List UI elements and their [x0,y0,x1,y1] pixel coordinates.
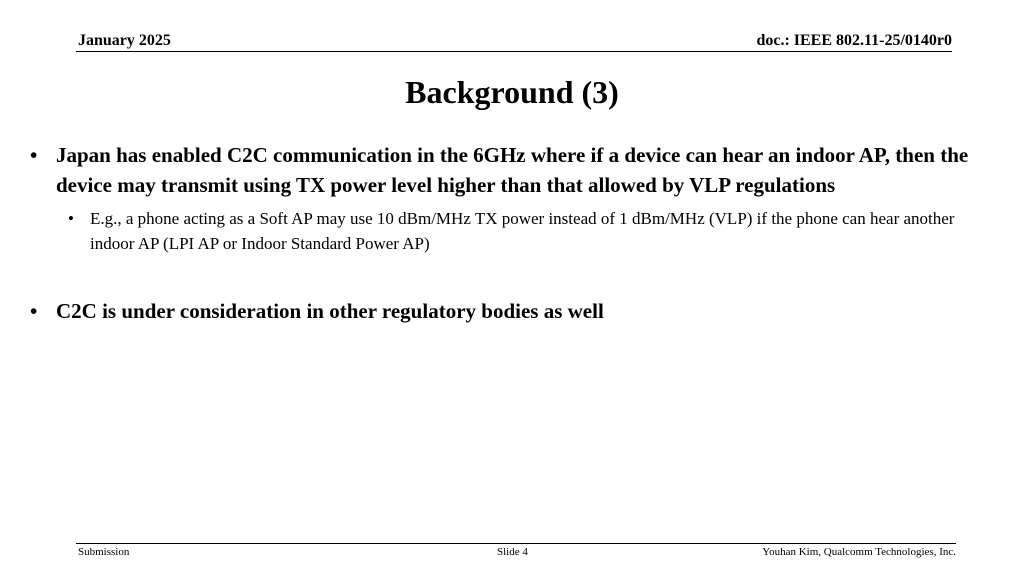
bullet-1-text: Japan has enabled C2C communication in the 6GHz where if a device can hear an indoor AP, then the device may transmit using TX power level higher than that allowed by VLP regulations [56,143,969,197]
footer-divider [76,543,956,544]
footer-slide-number: Slide 4 [497,546,528,558]
slide-content [24,140,984,326]
header-doc-id: doc.: IEEE 802.11-25/0140r0 [756,32,952,49]
bullet-2-text: C2C is under consideration in other regulatory bodies as well [56,299,604,323]
bullet-1 [24,140,984,200]
bullet-2 [24,296,984,326]
footer-author: Youhan Kim, Qualcomm Technologies, Inc. [762,546,956,558]
sub-bullet-1-glyph: • [68,209,74,228]
sub-bullet-1-text: E.g., a phone acting as a Soft AP may use 10 dBm/MHz TX power instead of 1 dBm/MHz (VLP) if the phone can hear another indoor AP (LPI AP or Indoor Standard Power AP) [90,209,955,253]
header-divider [76,51,952,52]
header-date: January 2025 [78,32,171,49]
footer-submission: Submission [78,546,130,558]
sub-bullet-1 [24,206,984,256]
bullet-2-glyph: • [30,299,38,323]
slide-title: Background (3) [405,74,619,110]
bullet-1-glyph: • [30,143,38,167]
